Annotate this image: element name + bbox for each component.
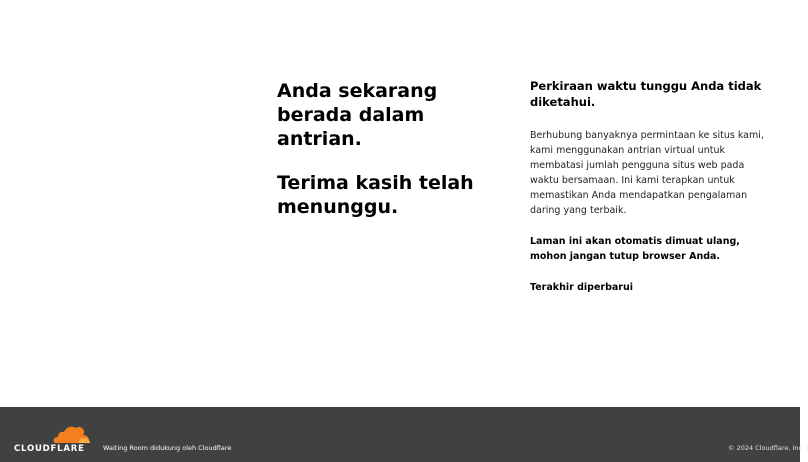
footer — [0, 407, 808, 462]
info-column — [530, 78, 770, 295]
last-updated-label: Terakhir diperbarui — [530, 282, 633, 293]
cloud-icon — [52, 424, 92, 444]
cloudflare-logo[interactable] — [14, 424, 96, 454]
powered-by-text: Waiting Room didukung oleh Cloudflare — [103, 444, 232, 452]
copyright-text: © 2024 Cloudflare, Inc. | — [728, 444, 808, 452]
cloudflare-wordmark: CLOUDFLARE — [14, 444, 85, 454]
queue-description: Berhubung banyaknya permintaan ke situs kami, kami menggunakan antrian virtual untuk membatasi jumlah pengguna situs web pada waktu bersamaan. Ini kami terapkan untuk memastikan Anda mendapatkan pengalaman daring yang terbaik. — [530, 130, 764, 216]
auto-reload-note: Laman ini akan otomatis dimuat ulang, mohon jangan tutup browser Anda. — [530, 236, 740, 262]
wait-time-estimate: Perkiraan waktu tunggu Anda tidak diketahui. — [530, 79, 762, 109]
headline-column — [277, 79, 497, 219]
thanks-heading: Terima kasih telah menunggu. — [277, 172, 474, 218]
queue-heading: Anda sekarang berada dalam antrian. — [277, 80, 438, 150]
